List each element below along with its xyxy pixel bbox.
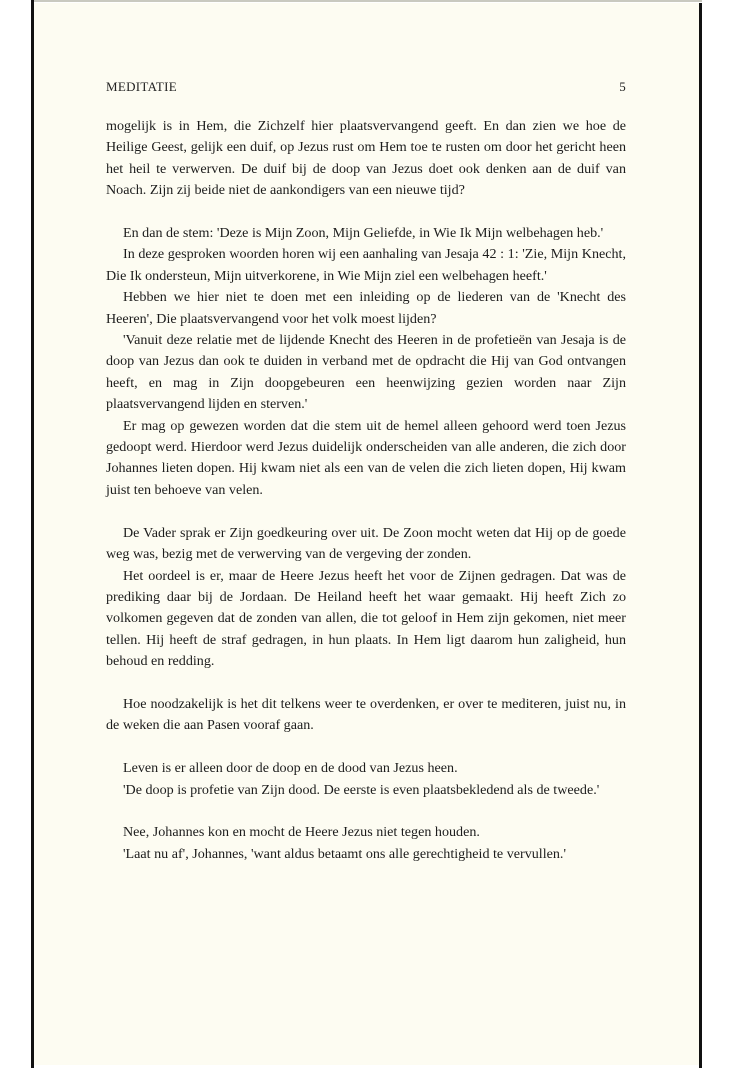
paragraph-gap — [106, 501, 626, 522]
paragraph: mogelijk is in Hem, die Zichzelf hier plaatsvervangend geeft. En dan zien we hoe de Heilige Geest, gelijk een duif, op Jezus rust om Hem toe te rusten om door het gericht heen het heil te verwerven. De duif bij de doop van Jezus doet ook denken aan de duif van Noach. Zijn zij beide niet de aankondigers van een nieuwe tijd? — [106, 118, 626, 199]
paragraph: De Vader sprak er Zijn goedkeuring over uit. De Zoon mocht weten dat Hij op de goede weg was, bezig met de verwerving van de vergeving der zonden. — [106, 524, 626, 563]
header-title: MEDITATIE — [106, 79, 177, 94]
paragraph-gap — [106, 202, 626, 223]
scan-left-edge — [31, 0, 34, 1068]
paragraph-gap — [106, 737, 626, 758]
paragraph: Leven is er alleen door de doop en de dood van Jezus heen. — [123, 760, 458, 777]
paragraph: Nee, Johannes kon en mocht de Heere Jezus niet tegen houden. — [123, 824, 480, 841]
paragraph: En dan de stem: 'Deze is Mijn Zoon, Mijn Geliefde, in Wie Ik Mijn welbehagen heb.' — [123, 225, 604, 242]
scan-top-edge — [31, 0, 702, 2]
body-text — [106, 116, 626, 865]
paragraph: Het oordeel is er, maar de Heere Jezus heeft het voor de Zijnen gedragen. Dat was de prediking daar bij de Jordaan. De Heiland heeft het waar gemaakt. Hij heeft Zich zo volkomen gegeven dat de zonden van allen, die tot geloof in Hem zijn gekomen, niet meer tellen. Hij heeft de straf gedragen, in hun plaats. In Hem ligt daarom hun zaligheid, hun behoud en redding. — [106, 567, 626, 670]
paragraph: 'Vanuit deze relatie met de lijdende Knecht des Heeren in de profetieën van Jesaja is de doop van Jezus dan ook te duiden in verband met de opdracht die Hij van God ontvangen heeft, en mag in Zijn doopgebeuren een heenwijzing gezien worden naar Zijn plaatsvervangend lijden en sterven.' — [106, 332, 626, 413]
paragraph: Hoe noodzakelijk is het dit telkens weer te overdenken, er over te mediteren, juist nu, in de weken die aan Pasen vooraf gaan. — [106, 695, 626, 734]
paragraph: Er mag op gewezen worden dat die stem uit de hemel alleen gehoord werd toen Jezus gedoopt werd. Hierdoor werd Jezus duidelijk onderscheiden van alle anderen, die zich door Johannes lieten dopen. Hij kwam niet als een van de velen die zich lieten dopen, Hij kwam juist ten behoeve van velen. — [106, 417, 626, 498]
scan-right-edge — [699, 3, 702, 1068]
paragraph: 'Laat nu af', Johannes, 'want aldus betaamt ons alle gerechtigheid te vervullen.' — [123, 845, 566, 862]
paragraph: Hebben we hier niet te doen met een inleiding op de liederen van de 'Knecht des Heeren', Die plaatsvervangend voor het volk moest lijden? — [106, 289, 626, 327]
page-number: 5 — [619, 79, 626, 94]
paragraph: 'De doop is profetie van Zijn dood. De eerste is even plaatsbekledend als de tweede.' — [123, 781, 600, 798]
paragraph-gap — [106, 673, 626, 694]
paragraph-gap — [106, 801, 626, 822]
paragraph: In deze gesproken woorden horen wij een aanhaling van Jesaja 42 : 1: 'Zie, Mijn Knecht, Die Ik ondersteun, Mijn uitverkorene, in Wie Mijn ziel een welbehagen heeft.' — [106, 246, 626, 284]
running-header — [106, 79, 626, 97]
